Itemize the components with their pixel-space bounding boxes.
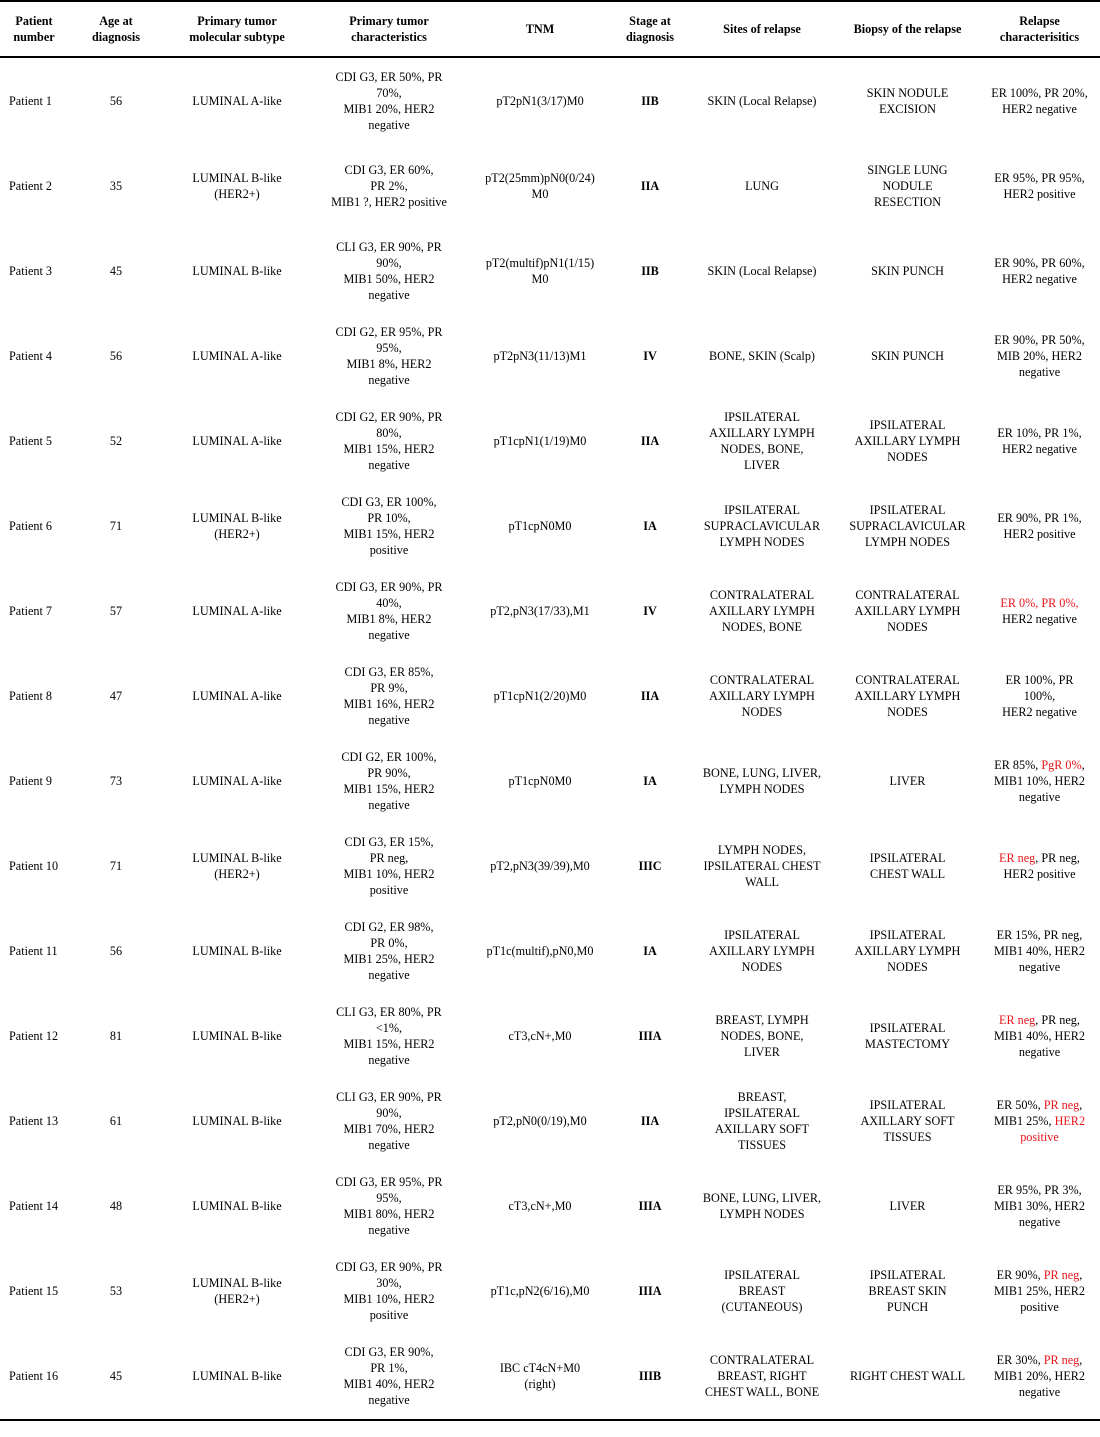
stage-cell: IIIA [638, 1028, 662, 1043]
stage-cell: IIA [640, 688, 660, 703]
primary-characteristics-cell: CDI G2, ER 98%, PR 0%, MIB1 25%, HER2 negative [343, 919, 435, 982]
age-cell: 56 [109, 348, 123, 363]
relapse-text: ER 15%, PR neg, MIB1 40%, HER2 negative [993, 927, 1086, 974]
primary-characteristics-cell: CDI G3, ER 95%, PR 95%, MIB1 80%, HER2 negative [335, 1174, 443, 1237]
molecular-subtype-cell: LUMINAL A-like [192, 773, 282, 788]
relapse-text: ER 30%, [996, 1353, 1044, 1367]
changed-marker-text: HER2 positive [1020, 1113, 1086, 1144]
patient-number-cell: Patient 14 [9, 1198, 59, 1213]
relapse-characteristics-cell [979, 483, 1100, 568]
changed-marker-text: ER neg [999, 850, 1036, 865]
changed-marker-text: ER 0%, PR 0%, [1000, 595, 1079, 610]
molecular-subtype-cell: LUMINAL B-like (HER2+) [192, 170, 282, 201]
patient-number-cell: Patient 11 [9, 943, 58, 958]
table-row [0, 1163, 1100, 1248]
patient-number-cell: Patient 1 [9, 93, 52, 108]
sites-of-relapse-cell: IPSILATERAL AXILLARY LYMPH NODES, BONE, LIVER [709, 409, 815, 472]
molecular-subtype-cell: LUMINAL B-like (HER2+) [192, 850, 282, 881]
header-patient-number: Patient number [0, 1, 68, 57]
biopsy-cell: SKIN PUNCH [871, 348, 944, 363]
molecular-subtype-cell: LUMINAL B-like [192, 1028, 282, 1043]
patient-number-cell: Patient 4 [9, 348, 52, 363]
table-row [0, 483, 1100, 568]
stage-cell: IIB [641, 93, 659, 108]
relapse-text: , PR neg, HER2 positive [1003, 850, 1080, 881]
patient-number-cell: Patient 5 [9, 433, 52, 448]
sites-of-relapse-cell: CONTRALATERAL AXILLARY LYMPH NODES [709, 672, 815, 719]
tnm-cell: pT1c,pN2(6/16),M0 [490, 1283, 590, 1298]
age-cell: 56 [109, 93, 123, 108]
relapse-text: ER 90%, PR 1%, HER2 positive [997, 510, 1082, 541]
header-relapse-characteristics: Relapse characterisitics [979, 1, 1100, 57]
relapse-text: , MIB1 25%, [993, 1097, 1083, 1128]
table-row [0, 313, 1100, 398]
tnm-cell: pT2,pN0(0/19),M0 [493, 1113, 587, 1128]
relapse-characteristics-cell [979, 653, 1100, 738]
primary-characteristics-cell: CLI G3, ER 90%, PR 90%, MIB1 50%, HER2 negative [336, 239, 442, 302]
changed-marker-text: ER neg [999, 1012, 1036, 1027]
table-row [0, 1248, 1100, 1333]
stage-cell: IIA [640, 1113, 660, 1128]
primary-characteristics-cell: CLI G3, ER 80%, PR <1%, MIB1 15%, HER2 negative [336, 1004, 442, 1067]
changed-marker-text: PR neg [1043, 1267, 1080, 1282]
biopsy-cell: IPSILATERAL AXILLARY LYMPH NODES [854, 417, 961, 464]
patient-number-cell: Patient 10 [9, 858, 59, 873]
stage-cell: IA [643, 518, 657, 533]
age-cell: 45 [109, 263, 123, 278]
tnm-cell: pT2(multif)pN1(1/15) M0 [485, 255, 595, 286]
table-row [0, 143, 1100, 228]
biopsy-cell: LIVER [889, 773, 926, 788]
sites-of-relapse-cell: IPSILATERAL AXILLARY LYMPH NODES [709, 927, 815, 974]
biopsy-cell: SKIN PUNCH [871, 263, 944, 278]
sites-of-relapse-cell: BONE, LUNG, LIVER, LYMPH NODES [702, 1190, 822, 1221]
header-sites-of-relapse: Sites of relapse [688, 1, 836, 57]
age-cell: 61 [109, 1113, 123, 1128]
sites-of-relapse-cell: BREAST, LYMPH NODES, BONE, LIVER [715, 1012, 809, 1059]
tnm-cell: pT2,pN3(17/33),M1 [490, 603, 590, 618]
patient-number-cell: Patient 6 [9, 518, 52, 533]
age-cell: 71 [109, 518, 123, 533]
relapse-characteristics-cell [979, 143, 1100, 228]
relapse-characteristics-cell [979, 568, 1100, 653]
table-row [0, 228, 1100, 313]
relapse-text: , PR neg, MIB1 40%, HER2 negative [993, 1012, 1086, 1059]
age-cell: 35 [109, 178, 123, 193]
age-cell: 73 [109, 773, 123, 788]
age-cell: 48 [109, 1198, 123, 1213]
tnm-cell: cT3,cN+,M0 [508, 1028, 572, 1043]
relapse-characteristics-cell [979, 1078, 1100, 1163]
age-cell: 45 [68, 1333, 164, 1420]
relapse-text: ER 90%, PR 50%, MIB 20%, HER2 negative [994, 332, 1085, 379]
relapse-text: , MIB1 20%, HER2 negative [993, 1353, 1086, 1399]
table-row [0, 1078, 1100, 1163]
molecular-subtype-cell: LUMINAL A-like [192, 433, 282, 448]
age-cell: 53 [109, 1283, 123, 1298]
relapse-text: ER 10%, PR 1%, HER2 negative [997, 425, 1082, 456]
relapse-text: ER 100%, PR 20%, HER2 negative [991, 85, 1088, 116]
primary-characteristics-cell: CDI G3, ER 90%, PR 30%, MIB1 10%, HER2 positive [335, 1259, 443, 1322]
relapse-text: ER 90%, [996, 1267, 1044, 1282]
tnm-cell: pT2pN1(3/17)M0 [496, 93, 584, 108]
tnm-cell: pT1cpN0M0 [508, 773, 572, 788]
molecular-subtype-cell: LUMINAL B-like [192, 1198, 282, 1213]
relapse-text: ER 50%, [996, 1097, 1044, 1112]
table-header [0, 1, 1100, 57]
table-row [0, 823, 1100, 908]
molecular-subtype-cell: LUMINAL A-like [192, 603, 282, 618]
table-row [0, 908, 1100, 993]
relapse-characteristics-cell [979, 1163, 1100, 1248]
header-row [0, 1, 1100, 57]
molecular-subtype-cell: LUMINAL A-like [192, 348, 282, 363]
tnm-cell: pT2,pN3(39/39),M0 [490, 858, 590, 873]
table-body [0, 57, 1100, 1420]
age-cell: 47 [109, 688, 123, 703]
molecular-subtype-cell: LUMINAL B-like [164, 1333, 310, 1420]
molecular-subtype-cell: LUMINAL B-like [192, 263, 282, 278]
primary-characteristics-cell: CDI G3, ER 85%, PR 9%, MIB1 16%, HER2 negative [343, 664, 435, 727]
stage-cell: IIIA [638, 1198, 662, 1213]
biopsy-cell: IPSILATERAL AXILLARY LYMPH NODES [854, 927, 961, 974]
table-row [0, 568, 1100, 653]
primary-characteristics-cell: CDI G3, ER 50%, PR 70%, MIB1 20%, HER2 negative [335, 69, 443, 132]
stage-cell: IIIA [638, 1283, 662, 1298]
primary-characteristics-cell: CDI G3, ER 100%, PR 10%, MIB1 15%, HER2 positive [341, 494, 437, 557]
tnm-cell: pT1c(multif),pN0,M0 [486, 943, 594, 958]
molecular-subtype-cell: LUMINAL A-like [192, 688, 282, 703]
patient-number-cell: Patient 3 [9, 263, 52, 278]
patient-number-cell: Patient 13 [9, 1113, 59, 1128]
biopsy-cell: IPSILATERAL AXILLARY SOFT TISSUES [860, 1097, 955, 1144]
sites-of-relapse-cell: LYMPH NODES, IPSILATERAL CHEST WALL [703, 842, 821, 889]
stage-cell: IIIB [612, 1333, 688, 1420]
primary-characteristics-cell: CDI G2, ER 90%, PR 80%, MIB1 15%, HER2 negative [335, 409, 443, 472]
molecular-subtype-cell: LUMINAL B-like (HER2+) [192, 510, 282, 541]
changed-marker-text: PR neg [1043, 1353, 1080, 1367]
header-primary-characteristics: Primary tumor characteristics [310, 1, 468, 57]
stage-cell: IA [643, 773, 657, 788]
header-molecular-subtype: Primary tumor molecular subtype [164, 1, 310, 57]
relapse-text: ER 95%, PR 3%, MIB1 30%, HER2 negative [993, 1182, 1086, 1229]
table-row [0, 993, 1100, 1078]
stage-cell: IA [643, 943, 657, 958]
header-stage: Stage at diagnosis [612, 1, 688, 57]
relapse-text: ER 85%, [994, 757, 1042, 772]
table-row [0, 398, 1100, 483]
primary-characteristics-cell: CDI G3, ER 60%, PR 2%, MIB1 ?, HER2 positive [331, 162, 447, 209]
tnm-cell: cT3,cN+,M0 [508, 1198, 572, 1213]
primary-characteristics-cell: CDI G3, ER 90%, PR 40%, MIB1 8%, HER2 negative [335, 579, 443, 642]
relapse-text: , MIB1 25%, HER2 positive [993, 1267, 1086, 1314]
table-row [0, 653, 1100, 738]
tnm-cell: IBC cT4cN+M0 (right) [468, 1333, 612, 1420]
relapse-text: , MIB1 10%, HER2 negative [993, 757, 1086, 804]
biopsy-cell: SKIN NODULE EXCISION [866, 85, 949, 116]
stage-cell: IV [643, 348, 657, 363]
sites-of-relapse-cell: BREAST, IPSILATERAL AXILLARY SOFT TISSUES [714, 1089, 809, 1152]
biopsy-cell: IPSILATERAL SUPRACLAVICULAR LYMPH NODES [849, 502, 966, 549]
stage-cell: IV [643, 603, 657, 618]
biopsy-cell: CONTRALATERAL AXILLARY LYMPH NODES [854, 672, 961, 719]
biopsy-cell: IPSILATERAL MASTECTOMY [864, 1020, 951, 1051]
sites-of-relapse-cell: BONE, LUNG, LIVER, LYMPH NODES [702, 765, 822, 796]
table-row [0, 738, 1100, 823]
age-cell: 56 [109, 943, 123, 958]
patient-number-cell: Patient 7 [9, 603, 52, 618]
relapse-characteristics-cell [979, 908, 1100, 993]
biopsy-cell: SINGLE LUNG NODULE RESECTION [867, 162, 948, 209]
header-biopsy: Biopsy of the relapse [836, 1, 979, 57]
sites-of-relapse-cell: IPSILATERAL SUPRACLAVICULAR LYMPH NODES [703, 502, 821, 549]
patient-number-cell: Patient 9 [9, 773, 52, 788]
sites-of-relapse-cell: BONE, SKIN (Scalp) [709, 348, 815, 363]
primary-characteristics-cell: CLI G3, ER 90%, PR 90%, MIB1 70%, HER2 negative [336, 1089, 442, 1152]
relapse-characteristics-cell [979, 823, 1100, 908]
sites-of-relapse-cell: SKIN (Local Relapse) [707, 263, 817, 278]
stage-cell: IIIC [638, 858, 662, 873]
tnm-cell: pT2pN3(11/13)M1 [493, 348, 587, 363]
stage-cell: IIB [641, 263, 659, 278]
relapse-characteristics-cell [979, 993, 1100, 1078]
age-cell: 71 [109, 858, 123, 873]
relapse-characteristics-cell [979, 1248, 1100, 1333]
age-cell: 57 [109, 603, 123, 618]
tnm-cell: pT1cpN1(2/20)M0 [493, 688, 587, 703]
age-cell: 81 [109, 1028, 123, 1043]
tnm-cell: pT1cpN1(1/19)M0 [493, 433, 587, 448]
relapse-text: HER2 negative [1002, 611, 1077, 626]
sites-of-relapse-cell: CONTRALATERAL AXILLARY LYMPH NODES, BONE [709, 587, 815, 634]
biopsy-cell: LIVER [889, 1198, 926, 1213]
primary-characteristics-cell: CDI G2, ER 95%, PR 95%, MIB1 8%, HER2 negative [335, 324, 443, 387]
primary-characteristics-cell: CDI G3, ER 15%, PR neg, MIB1 10%, HER2 positive [343, 834, 435, 897]
changed-marker-text: PgR 0% [1041, 757, 1082, 772]
sites-of-relapse-cell: SKIN (Local Relapse) [707, 93, 817, 108]
molecular-subtype-cell: LUMINAL B-like [192, 943, 282, 958]
primary-characteristics-cell: CDI G3, ER 90%, PR 1%, MIB1 40%, HER2 negative [310, 1333, 468, 1420]
relapse-characteristics-cell [979, 313, 1100, 398]
patient-number-cell: Patient 2 [9, 178, 52, 193]
relapse-text: ER 95%, PR 95%, HER2 positive [994, 170, 1085, 201]
table-row [0, 1333, 1100, 1420]
sites-of-relapse-cell: LUNG [745, 178, 779, 193]
patient-number-cell: Patient 8 [9, 688, 52, 703]
relapse-text: ER 100%, PR 100%, HER2 negative [1002, 672, 1077, 719]
biopsy-cell: IPSILATERAL BREAST SKIN PUNCH [868, 1267, 947, 1314]
molecular-subtype-cell: LUMINAL A-like [192, 93, 282, 108]
sites-of-relapse-cell: IPSILATERAL BREAST (CUTANEOUS) [721, 1267, 803, 1314]
tnm-cell: pT2(25mm)pN0(0/24) M0 [485, 170, 595, 201]
sites-of-relapse-cell: CONTRALATERAL BREAST, RIGHT CHEST WALL, BONE [688, 1333, 836, 1420]
molecular-subtype-cell: LUMINAL B-like (HER2+) [192, 1275, 282, 1306]
stage-cell: IIA [640, 178, 660, 193]
relapse-characteristics-cell [979, 398, 1100, 483]
header-tnm: TNM [468, 1, 612, 57]
primary-characteristics-cell: CDI G2, ER 100%, PR 90%, MIB1 15%, HER2 negative [341, 749, 437, 812]
changed-marker-text: PR neg [1043, 1097, 1080, 1112]
relapse-characteristics-cell [979, 228, 1100, 313]
relapse-text: ER 90%, PR 60%, HER2 negative [994, 255, 1085, 286]
patient-number-cell: Patient 15 [9, 1283, 59, 1298]
relapse-characteristics-cell [979, 1333, 1100, 1420]
patient-number-cell: Patient 12 [9, 1028, 59, 1043]
relapse-characteristics-cell [979, 57, 1100, 143]
patient-number-cell: Patient 16 [0, 1333, 68, 1420]
age-cell: 52 [109, 433, 123, 448]
biopsy-cell: RIGHT CHEST WALL [836, 1333, 979, 1420]
tnm-cell: pT1cpN0M0 [508, 518, 572, 533]
relapse-characteristics-cell [979, 738, 1100, 823]
biopsy-cell: CONTRALATERAL AXILLARY LYMPH NODES [854, 587, 961, 634]
header-age-at-diagnosis: Age at diagnosis [68, 1, 164, 57]
biopsy-cell: IPSILATERAL CHEST WALL [869, 850, 946, 881]
table-row [0, 57, 1100, 143]
molecular-subtype-cell: LUMINAL B-like [192, 1113, 282, 1128]
stage-cell: IIA [640, 433, 660, 448]
